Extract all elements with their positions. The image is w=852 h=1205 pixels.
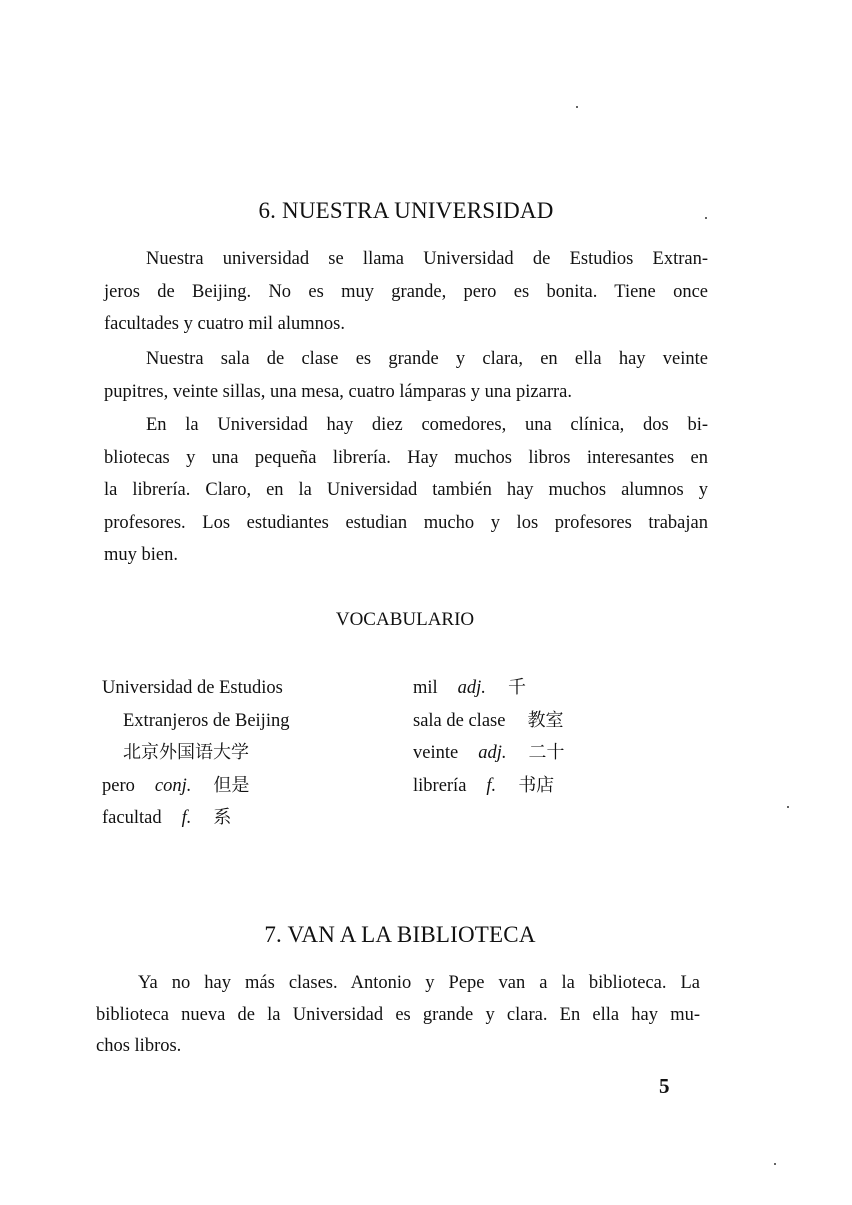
scan-speck: [705, 217, 707, 219]
scan-speck: [774, 1163, 776, 1165]
vocab-part-of-speech: conj.: [154, 775, 192, 796]
scan-speck: [576, 106, 578, 108]
vocab-translation: 千: [507, 677, 526, 698]
vocab-entry: [102, 737, 382, 770]
section-6-paragraph-2: [104, 343, 708, 408]
scan-speck: [787, 806, 789, 808]
text-line: profesores. Los estudiantes estudian mucho y los profesores trabajan: [104, 512, 708, 533]
text-line: chos libros.: [96, 1036, 182, 1056]
vocab-translation: 书店: [518, 774, 555, 796]
vocab-entry: [413, 672, 673, 705]
text-line: Nuestra sala de clase es grande y clara, en ella hay veinte: [146, 349, 708, 369]
text-line: bliotecas y una pequeña librería. Hay muchos libros interesantes en: [104, 447, 708, 468]
vocab-translation: 系: [213, 807, 232, 829]
vocab-part-of-speech: adj.: [457, 678, 486, 698]
vocab-term: librería: [413, 775, 467, 796]
text-line: biblioteca nueva de la Universidad es grande y clara. En ella hay mu-: [96, 1004, 700, 1025]
text-line: Nuestra universidad se llama Universidad de Estudios Extran-: [146, 249, 708, 269]
vocab-part-of-speech: adj.: [478, 743, 507, 764]
text-line: jeros de Beijing. No es muy grande, pero es bonita. Tiene once: [104, 281, 708, 302]
vocab-term: Extranjeros de Beijing: [123, 710, 290, 731]
text-line: Ya no hay más clases. Antonio y Pepe van a la biblioteca. La: [138, 973, 700, 993]
vocab-term: veinte: [413, 743, 459, 764]
vocab-entry: [102, 672, 382, 705]
vocab-translation: 二十: [528, 742, 565, 764]
section-6-paragraph-1: [104, 243, 708, 341]
text-line: muy bien.: [104, 545, 178, 566]
vocab-entry: [102, 770, 382, 803]
vocab-term: facultad: [102, 808, 162, 829]
text-line: En la Universidad hay diez comedores, una clínica, dos bi-: [146, 415, 708, 435]
vocabulary-right-column: [413, 672, 673, 802]
section-6-paragraph-3: [104, 409, 708, 572]
vocab-part-of-speech: f.: [181, 808, 192, 829]
vocab-term: pero: [102, 775, 135, 796]
vocab-entry: [102, 802, 382, 835]
text-line: facultades y cuatro mil alumnos.: [104, 314, 345, 335]
section-7-paragraph-1: [96, 968, 700, 1063]
vocab-term: mil: [413, 678, 438, 698]
vocab-entry: [413, 705, 673, 738]
section-7-title: 7. VAN A LA BIBLIOTECA: [264, 922, 536, 947]
page-number: 5: [659, 1074, 670, 1098]
section-6-title: 6. NUESTRA UNIVERSIDAD: [258, 198, 554, 223]
vocab-translation: 教室: [527, 709, 564, 731]
vocab-entry: [413, 770, 673, 803]
vocab-translation: 但是: [213, 774, 250, 796]
vocabulary-title: VOCABULARIO: [335, 609, 475, 630]
text-line: la librería. Claro, en la Universidad también hay muchos alumnos y: [104, 480, 708, 501]
vocab-term: sala de clase: [413, 710, 506, 731]
vocab-term: Universidad de Estudios: [102, 678, 283, 698]
vocab-entry: [102, 705, 382, 738]
vocab-entry: [413, 737, 673, 770]
vocab-part-of-speech: f.: [486, 775, 497, 796]
vocab-translation: 北京外国语大学: [123, 742, 249, 764]
vocabulary-left-column: [102, 672, 382, 835]
text-line: pupitres, veinte sillas, una mesa, cuatro lámparas y una pizarra.: [104, 381, 572, 402]
